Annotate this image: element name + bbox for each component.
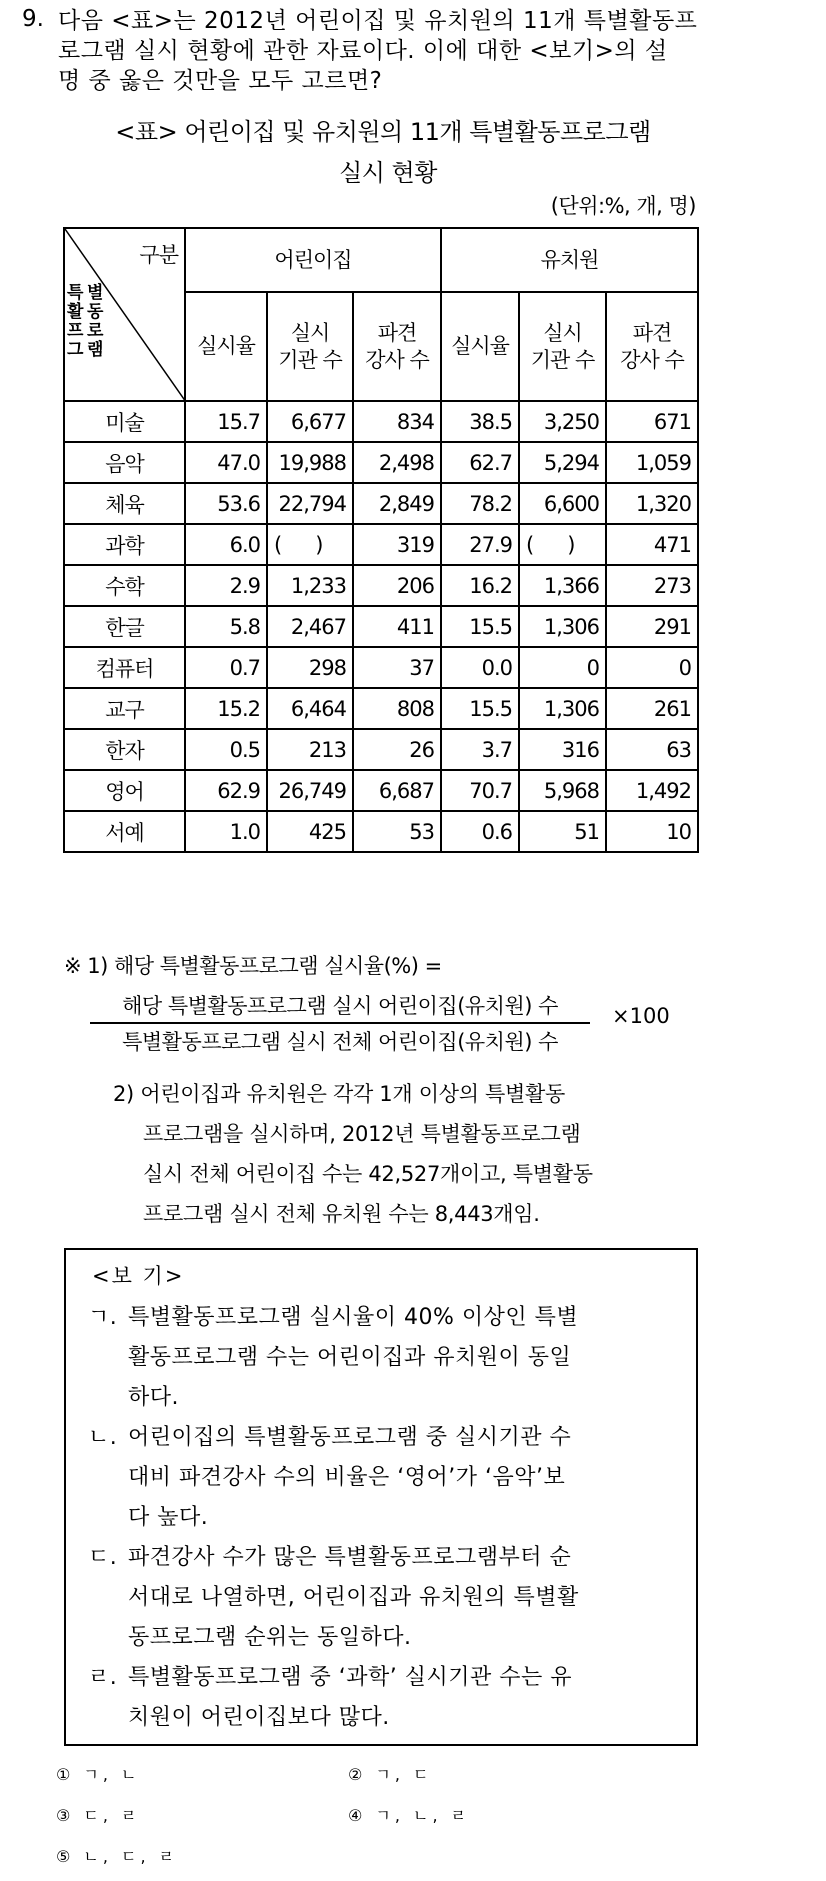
table-title-line-1: <표> 어린이집 및 유치원의 11개 특별활동프로그램	[115, 118, 651, 146]
corner-char: 램	[87, 340, 103, 360]
value-cell: 62.7	[441, 442, 519, 483]
program-name: 음악	[64, 442, 185, 483]
value-cell: 70.7	[441, 770, 519, 811]
choice-1[interactable]: ① ㄱ, ㄴ	[56, 1765, 141, 1784]
choice-4[interactable]: ④ ㄱ, ㄴ, ㄹ	[348, 1806, 471, 1825]
value-cell: 10	[606, 811, 698, 852]
value-cell: 1,306	[519, 688, 606, 729]
note-2-line: 프로그램을 실시하며, 2012년 특별활동프로그램	[143, 1122, 581, 1146]
choice-3[interactable]: ③ ㄷ, ㄹ	[56, 1806, 141, 1825]
value-cell: 261	[606, 688, 698, 729]
value-cell: 15.5	[441, 688, 519, 729]
value-cell: 5,294	[519, 442, 606, 483]
value-cell: 62.9	[185, 770, 267, 811]
program-name: 과학	[64, 524, 185, 565]
corner-char: 프	[67, 321, 83, 341]
bogi-statement	[88, 1658, 579, 1738]
formula-fraction	[90, 990, 590, 1056]
statement-line: 동프로그램 순위는 동일하다.	[128, 1625, 412, 1650]
statement-line: 대비 파견강사 수의 비율은 ‘영어’가 ‘음악’보	[128, 1465, 566, 1490]
value-cell: 2,467	[267, 606, 353, 647]
statement-line: 어린이집의 특별활동프로그램 중 실시기관 수	[128, 1425, 572, 1450]
statement-marker: ㄷ.	[88, 1545, 118, 1570]
value-cell: 78.2	[441, 483, 519, 524]
data-table	[63, 227, 699, 853]
value-cell: 19,988	[267, 442, 353, 483]
value-cell: 1,233	[267, 565, 353, 606]
value-cell: 213	[267, 729, 353, 770]
formula-numerator: 해당 특별활동프로그램 실시 어린이집(유치원) 수	[90, 990, 590, 1024]
col-header-institutions: 실시 기관 수	[267, 292, 353, 401]
corner-char: 그	[67, 340, 83, 360]
value-cell: 3.7	[441, 729, 519, 770]
note-2	[113, 1074, 593, 1234]
program-name: 체육	[64, 483, 185, 524]
value-cell: 1,492	[606, 770, 698, 811]
corner-char: 동	[87, 302, 103, 322]
table-row	[64, 524, 698, 565]
col-header-rate: 실시율	[185, 292, 267, 401]
table-header-row-groups	[64, 228, 698, 292]
note-2-line: 프로그램 실시 전체 유치원 수는 8,443개임.	[143, 1202, 540, 1226]
value-cell: 291	[606, 606, 698, 647]
value-cell: 316	[519, 729, 606, 770]
value-cell: 0	[519, 647, 606, 688]
value-cell: 0	[606, 647, 698, 688]
value-cell: 47.0	[185, 442, 267, 483]
statement-marker: ㄱ.	[88, 1305, 118, 1330]
statement-line: 치원이 어린이집보다 많다.	[128, 1705, 390, 1730]
value-cell: 834	[353, 401, 441, 442]
value-cell: 1,059	[606, 442, 698, 483]
value-cell: 1,320	[606, 483, 698, 524]
corner-char: 활	[67, 302, 83, 322]
question-number: 9.	[22, 6, 44, 32]
statement-line: 하다.	[128, 1385, 179, 1410]
table-row	[64, 565, 698, 606]
statement-line: 특별활동프로그램 실시율이 40% 이상인 특별	[128, 1305, 579, 1330]
corner-char: 특	[67, 283, 83, 303]
formula-multiplier: ×100	[612, 1004, 670, 1028]
value-cell: 471	[606, 524, 698, 565]
table-corner-cell	[64, 228, 185, 401]
value-cell: 5,968	[519, 770, 606, 811]
note-1-label: ※ 1) 해당 특별활동프로그램 실시율(%) =	[64, 954, 442, 978]
value-cell: 273	[606, 565, 698, 606]
col-header-institutions: 실시 기관 수	[519, 292, 606, 401]
value-cell: 6,687	[353, 770, 441, 811]
value-cell: 6.0	[185, 524, 267, 565]
question-line-3: 명 중 옳은 것만을 모두 고르면?	[58, 68, 383, 94]
value-cell: 27.9	[441, 524, 519, 565]
value-cell: 319	[353, 524, 441, 565]
col-header-instructors: 파견 강사 수	[353, 292, 441, 401]
statement-line: 활동프로그램 수는 어린이집과 유치원이 동일	[128, 1345, 572, 1370]
value-cell: 16.2	[441, 565, 519, 606]
value-cell: 38.5	[441, 401, 519, 442]
note-2-line: 2) 어린이집과 유치원은 각각 1개 이상의 특별활동	[113, 1082, 565, 1106]
table-row	[64, 442, 698, 483]
blank-cell: ( )	[519, 524, 606, 565]
program-name: 서예	[64, 811, 185, 852]
program-name: 한자	[64, 729, 185, 770]
value-cell: 63	[606, 729, 698, 770]
value-cell: 808	[353, 688, 441, 729]
bogi-statement	[88, 1418, 579, 1538]
value-cell: 53.6	[185, 483, 267, 524]
choice-2[interactable]: ② ㄱ, ㄷ	[348, 1765, 433, 1784]
col-header-instructors: 파견 강사 수	[606, 292, 698, 401]
program-name: 교구	[64, 688, 185, 729]
program-name: 미술	[64, 401, 185, 442]
value-cell: 2,498	[353, 442, 441, 483]
value-cell: 53	[353, 811, 441, 852]
value-cell: 37	[353, 647, 441, 688]
bogi-box	[64, 1248, 698, 1746]
col-header-rate: 실시율	[441, 292, 519, 401]
value-cell: 0.6	[441, 811, 519, 852]
table-row	[64, 401, 698, 442]
corner-char: 별	[87, 283, 103, 303]
question-line-2: 로그램 실시 현황에 관한 자료이다. 이에 대한 <보기>의 설	[58, 38, 668, 64]
value-cell: 671	[606, 401, 698, 442]
statement-line: 서대로 나열하면, 어린이집과 유치원의 특별활	[128, 1585, 579, 1610]
value-cell: 15.7	[185, 401, 267, 442]
group-header-kindergarten: 유치원	[441, 228, 698, 292]
group-header-daycare: 어린이집	[185, 228, 441, 292]
corner-label-category: 구분	[139, 243, 178, 267]
value-cell: 1,366	[519, 565, 606, 606]
table-row	[64, 688, 698, 729]
value-cell: 26	[353, 729, 441, 770]
value-cell: 1,306	[519, 606, 606, 647]
table-row	[64, 606, 698, 647]
program-name: 영어	[64, 770, 185, 811]
statement-line: 파견강사 수가 많은 특별활동프로그램부터 순	[128, 1545, 572, 1570]
value-cell: 0.0	[441, 647, 519, 688]
program-name: 한글	[64, 606, 185, 647]
value-cell: 411	[353, 606, 441, 647]
value-cell: 0.5	[185, 729, 267, 770]
bogi-statement	[88, 1538, 579, 1658]
value-cell: 6,677	[267, 401, 353, 442]
value-cell: 15.2	[185, 688, 267, 729]
corner-char: 로	[87, 321, 103, 341]
value-cell: 298	[267, 647, 353, 688]
value-cell: 3,250	[519, 401, 606, 442]
table-title-line-2: 실시 현황	[339, 159, 437, 187]
value-cell: 1.0	[185, 811, 267, 852]
value-cell: 206	[353, 565, 441, 606]
table-row	[64, 483, 698, 524]
bogi-statements	[88, 1298, 579, 1738]
choice-5[interactable]: ⑤ ㄴ, ㄷ, ㄹ	[56, 1847, 179, 1866]
statement-line: 다 높다.	[128, 1505, 209, 1530]
blank-cell: ( )	[267, 524, 353, 565]
value-cell: 2.9	[185, 565, 267, 606]
value-cell: 2,849	[353, 483, 441, 524]
formula-denominator: 특별활동프로그램 실시 전체 어린이집(유치원) 수	[122, 1030, 558, 1054]
corner-label-program	[67, 284, 107, 360]
bogi-title: <보 기>	[92, 1264, 185, 1288]
table-unit: (단위:%, 개, 명)	[550, 194, 696, 218]
program-name: 수학	[64, 565, 185, 606]
statement-marker: ㄴ.	[88, 1425, 118, 1450]
value-cell: 22,794	[267, 483, 353, 524]
table-row	[64, 729, 698, 770]
value-cell: 26,749	[267, 770, 353, 811]
value-cell: 6,600	[519, 483, 606, 524]
table-row	[64, 811, 698, 852]
value-cell: 15.5	[441, 606, 519, 647]
table-row	[64, 770, 698, 811]
statement-line: 특별활동프로그램 중 ‘과학’ 실시기관 수는 유	[128, 1665, 572, 1690]
note-2-line: 실시 전체 어린이집 수는 42,527개이고, 특별활동	[143, 1162, 593, 1186]
value-cell: 425	[267, 811, 353, 852]
value-cell: 6,464	[267, 688, 353, 729]
value-cell: 0.7	[185, 647, 267, 688]
statement-marker: ㄹ.	[88, 1665, 118, 1690]
value-cell: 51	[519, 811, 606, 852]
question-line-1: 다음 <표>는 2012년 어린이집 및 유치원의 11개 특별활동프	[58, 8, 698, 34]
value-cell: 5.8	[185, 606, 267, 647]
table-row	[64, 647, 698, 688]
bogi-statement	[88, 1298, 579, 1418]
program-name: 컴퓨터	[64, 647, 185, 688]
